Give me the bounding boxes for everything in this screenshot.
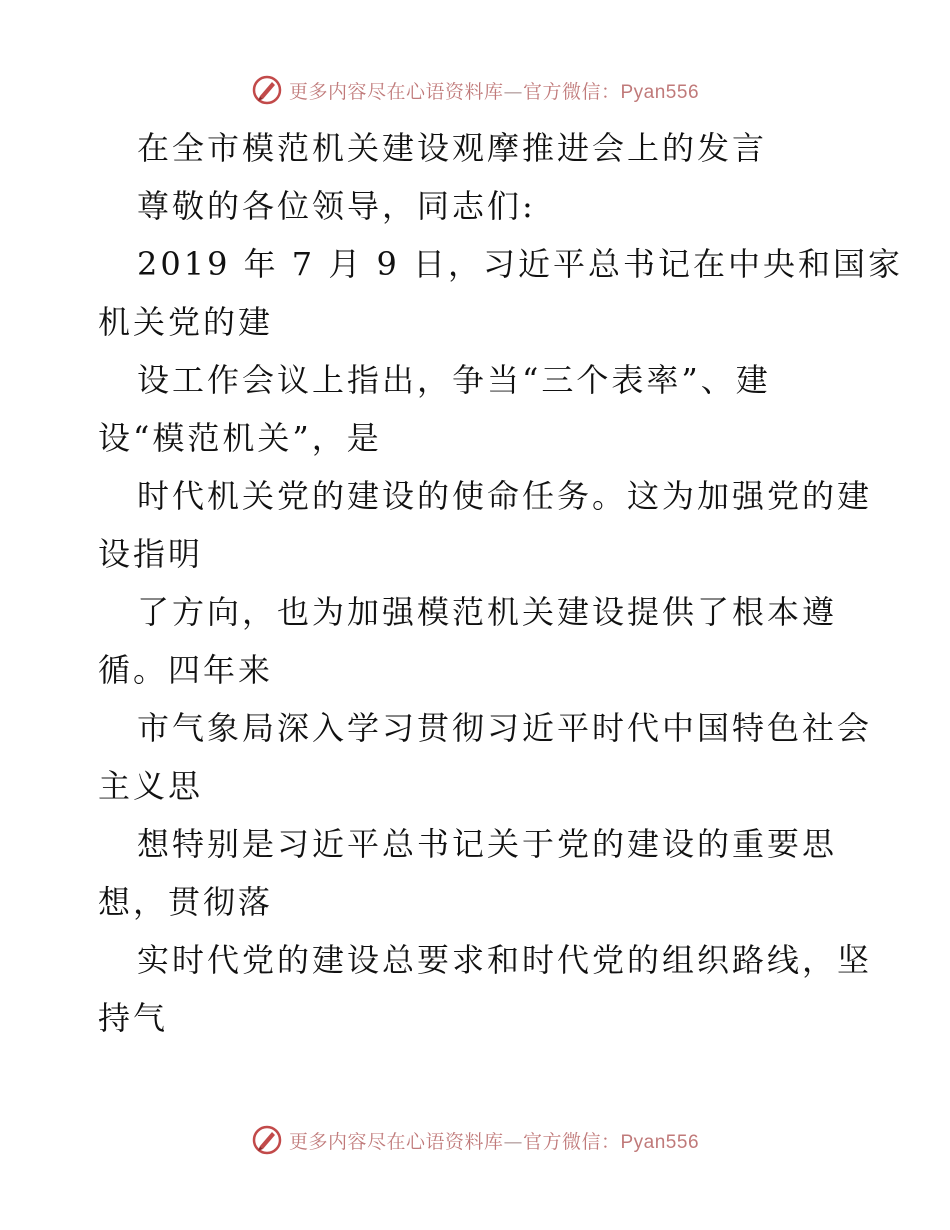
paragraph-line: 了方向，也为加强模范机关建设提供了根本遵 — [137, 593, 838, 631]
paragraph-line: 实时代党的建设总要求和时代党的组织路线，坚 — [137, 941, 873, 979]
document-title: 在全市模范机关建设观摩推进会上的发言 — [137, 129, 768, 167]
watermark-cn: 更多内容尽在心语资料库 — [288, 80, 504, 103]
paragraph-line: 设“模范机关”，是 — [98, 419, 382, 457]
paragraph-line: 设指明 — [98, 535, 204, 573]
paragraph-line: 主义思 — [98, 767, 204, 805]
leaf-pen-logo-icon — [251, 74, 283, 106]
paragraph-line: 想，贯彻落 — [98, 883, 274, 921]
paragraph-line: 想特别是习近平总书记关于党的建设的重要思 — [137, 825, 838, 863]
paragraph-line: 持气 — [98, 999, 169, 1037]
watermark-label: 官方微信： — [522, 80, 621, 103]
paragraph-line: 市气象局深入学习贯彻习近平时代中国特色社会 — [137, 709, 873, 747]
paragraph-line: 循。四年来 — [98, 651, 274, 689]
paragraph-line: 设工作会议上指出，争当“三个表率”、建 — [137, 361, 771, 399]
watermark-cn: 更多内容尽在心语资料库 — [288, 1130, 504, 1153]
watermark-separator: — — [503, 80, 523, 103]
watermark-id: Pyan556 — [620, 1131, 700, 1153]
paragraph-line: 2019 年 7 月 9 日，习近平总书记在中央和国家 — [137, 245, 904, 283]
paragraph-line: 时代机关党的建设的使命任务。这为加强党的建 — [137, 477, 873, 515]
salutation: 尊敬的各位领导，同志们: — [137, 187, 536, 225]
footer-watermark — [0, 1120, 950, 1160]
watermark-text — [289, 1127, 699, 1154]
header-watermark — [0, 70, 950, 110]
leaf-pen-logo-icon — [251, 1124, 283, 1156]
watermark-id: Pyan556 — [620, 81, 700, 103]
watermark-text — [289, 77, 699, 104]
watermark-label: 官方微信： — [522, 1130, 621, 1153]
paragraph-line: 机关党的建 — [98, 303, 274, 341]
watermark-separator: — — [503, 1130, 523, 1153]
